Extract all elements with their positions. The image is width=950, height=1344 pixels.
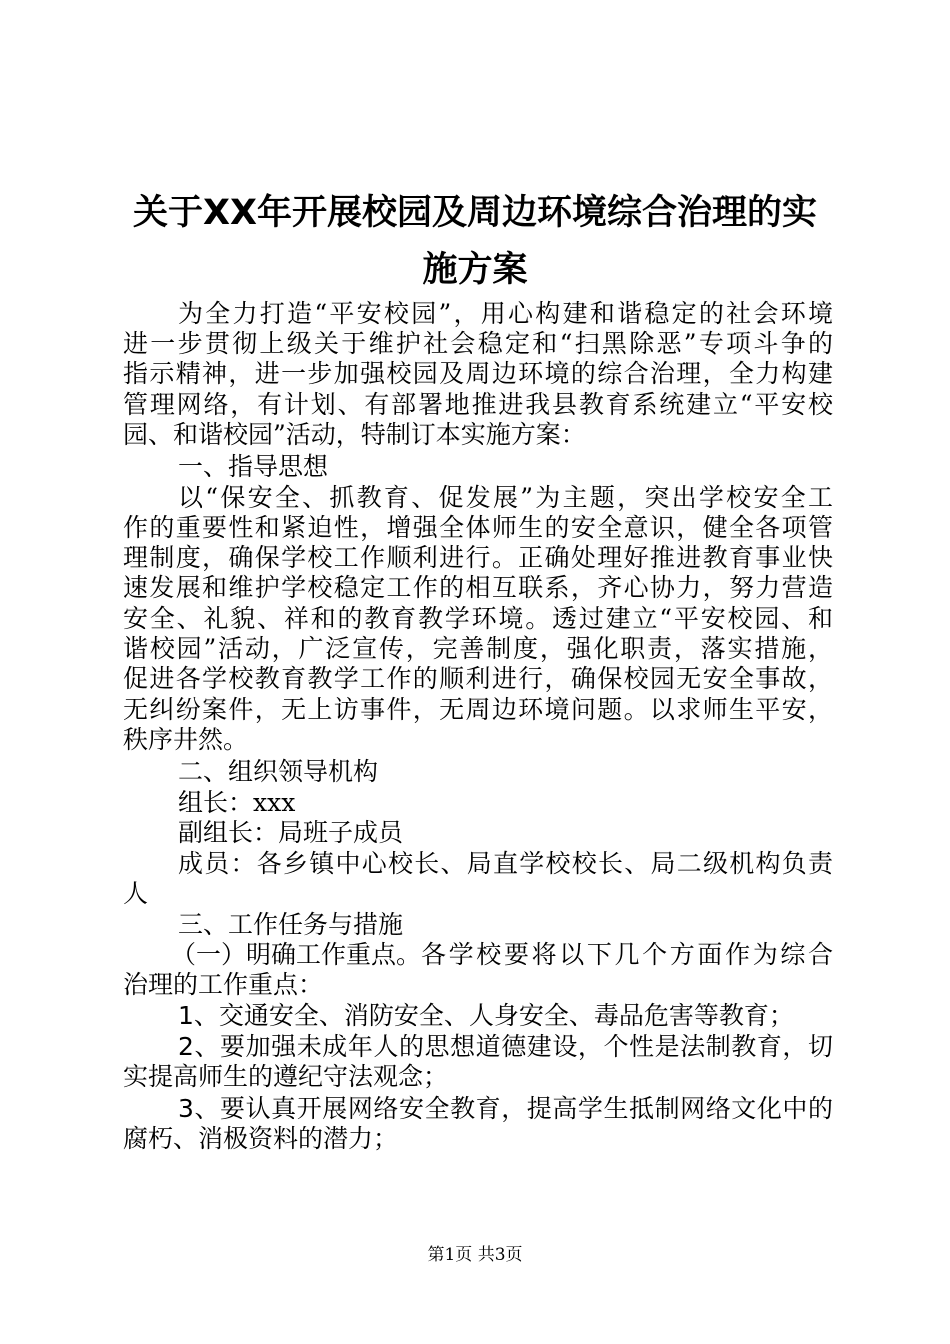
section-heading: 三、工作任务与措施 — [178, 910, 404, 939]
body-line: 管理网络，有计划、有部署地推进我县教育系统建立“平安校 — [123, 390, 833, 419]
body-line: 组长：xxx — [178, 788, 296, 817]
body-line: 速发展和维护学校稳定工作的相互联系，齐心协力，努力营造 — [123, 573, 833, 602]
body-line-rest: 各学校要将以下几个方面作为综合 — [421, 940, 833, 969]
body-line: 治理的工作重点： — [123, 970, 324, 999]
body-line: 以“保安全、抓教育、促发展”为主题，突出学校安全工 — [178, 483, 833, 512]
body-line: 理制度，确保学校工作顺利进行。正确处理好推进教育事业快 — [123, 543, 833, 572]
body-line: 成员：各乡镇中心校长、局直学校校长、局二级机构负责 — [178, 849, 833, 878]
body-line: 人 — [123, 879, 149, 908]
section-heading: 一、指导思想 — [178, 452, 329, 481]
body-line: 为全力打造“平安校园”，用心构建和谐稳定的社会环境 — [178, 299, 833, 328]
body-line: 副组长：局班子成员 — [178, 818, 404, 847]
body-line: 促进各学校教育教学工作的顺利进行，确保校园无安全事故， — [123, 664, 833, 693]
document-title-line-2: 施方案 — [422, 250, 528, 290]
page-footer: 第1页 共3页 — [427, 1245, 523, 1265]
body-line: 进一步贯彻上级关于维护社会稳定和“扫黑除恶”专项斗争的 — [123, 329, 833, 358]
list-item: 2、要加强未成年人的思想道德建设，个性是法制教育，切 — [178, 1032, 833, 1061]
body-line: 指示精神，进一步加强校园及周边环境的综合治理，全力构建 — [123, 359, 833, 388]
section-heading: 二、组织领导机构 — [178, 757, 379, 786]
body-line: 秩序井然。 — [123, 725, 249, 754]
body-line-with-lead — [123, 939, 833, 971]
bold-lead: （一）明确工作重点。 — [171, 940, 422, 969]
body-line: 作的重要性和紧迫性，增强全体师生的安全意识，健全各项管 — [123, 513, 833, 542]
body-line: 无纠纷案件，无上访事件，无周边环境问题。以求师生平安， — [123, 695, 833, 724]
list-item-continuation: 实提高师生的遵纪守法观念； — [123, 1062, 449, 1091]
list-item: 3、要认真开展网络安全教育，提高学生抵制网络文化中的 — [178, 1094, 833, 1123]
list-item: 1、交通安全、消防安全、人身安全、毒品危害等教育； — [178, 1001, 794, 1030]
list-item-continuation: 腐朽、消极资料的潜力； — [123, 1124, 399, 1153]
body-line: 安全、礼貌、祥和的教育教学环境。透过建立“平安校园、和 — [123, 604, 833, 633]
body-line: 谐校园”活动，广泛宣传，完善制度，强化职责，落实措施， — [123, 634, 833, 663]
body-line: 园、和谐校园”活动，特制订本实施方案： — [123, 420, 586, 449]
document-title-line-1: 关于XX年开展校园及周边环境综合治理的实 — [133, 193, 817, 233]
